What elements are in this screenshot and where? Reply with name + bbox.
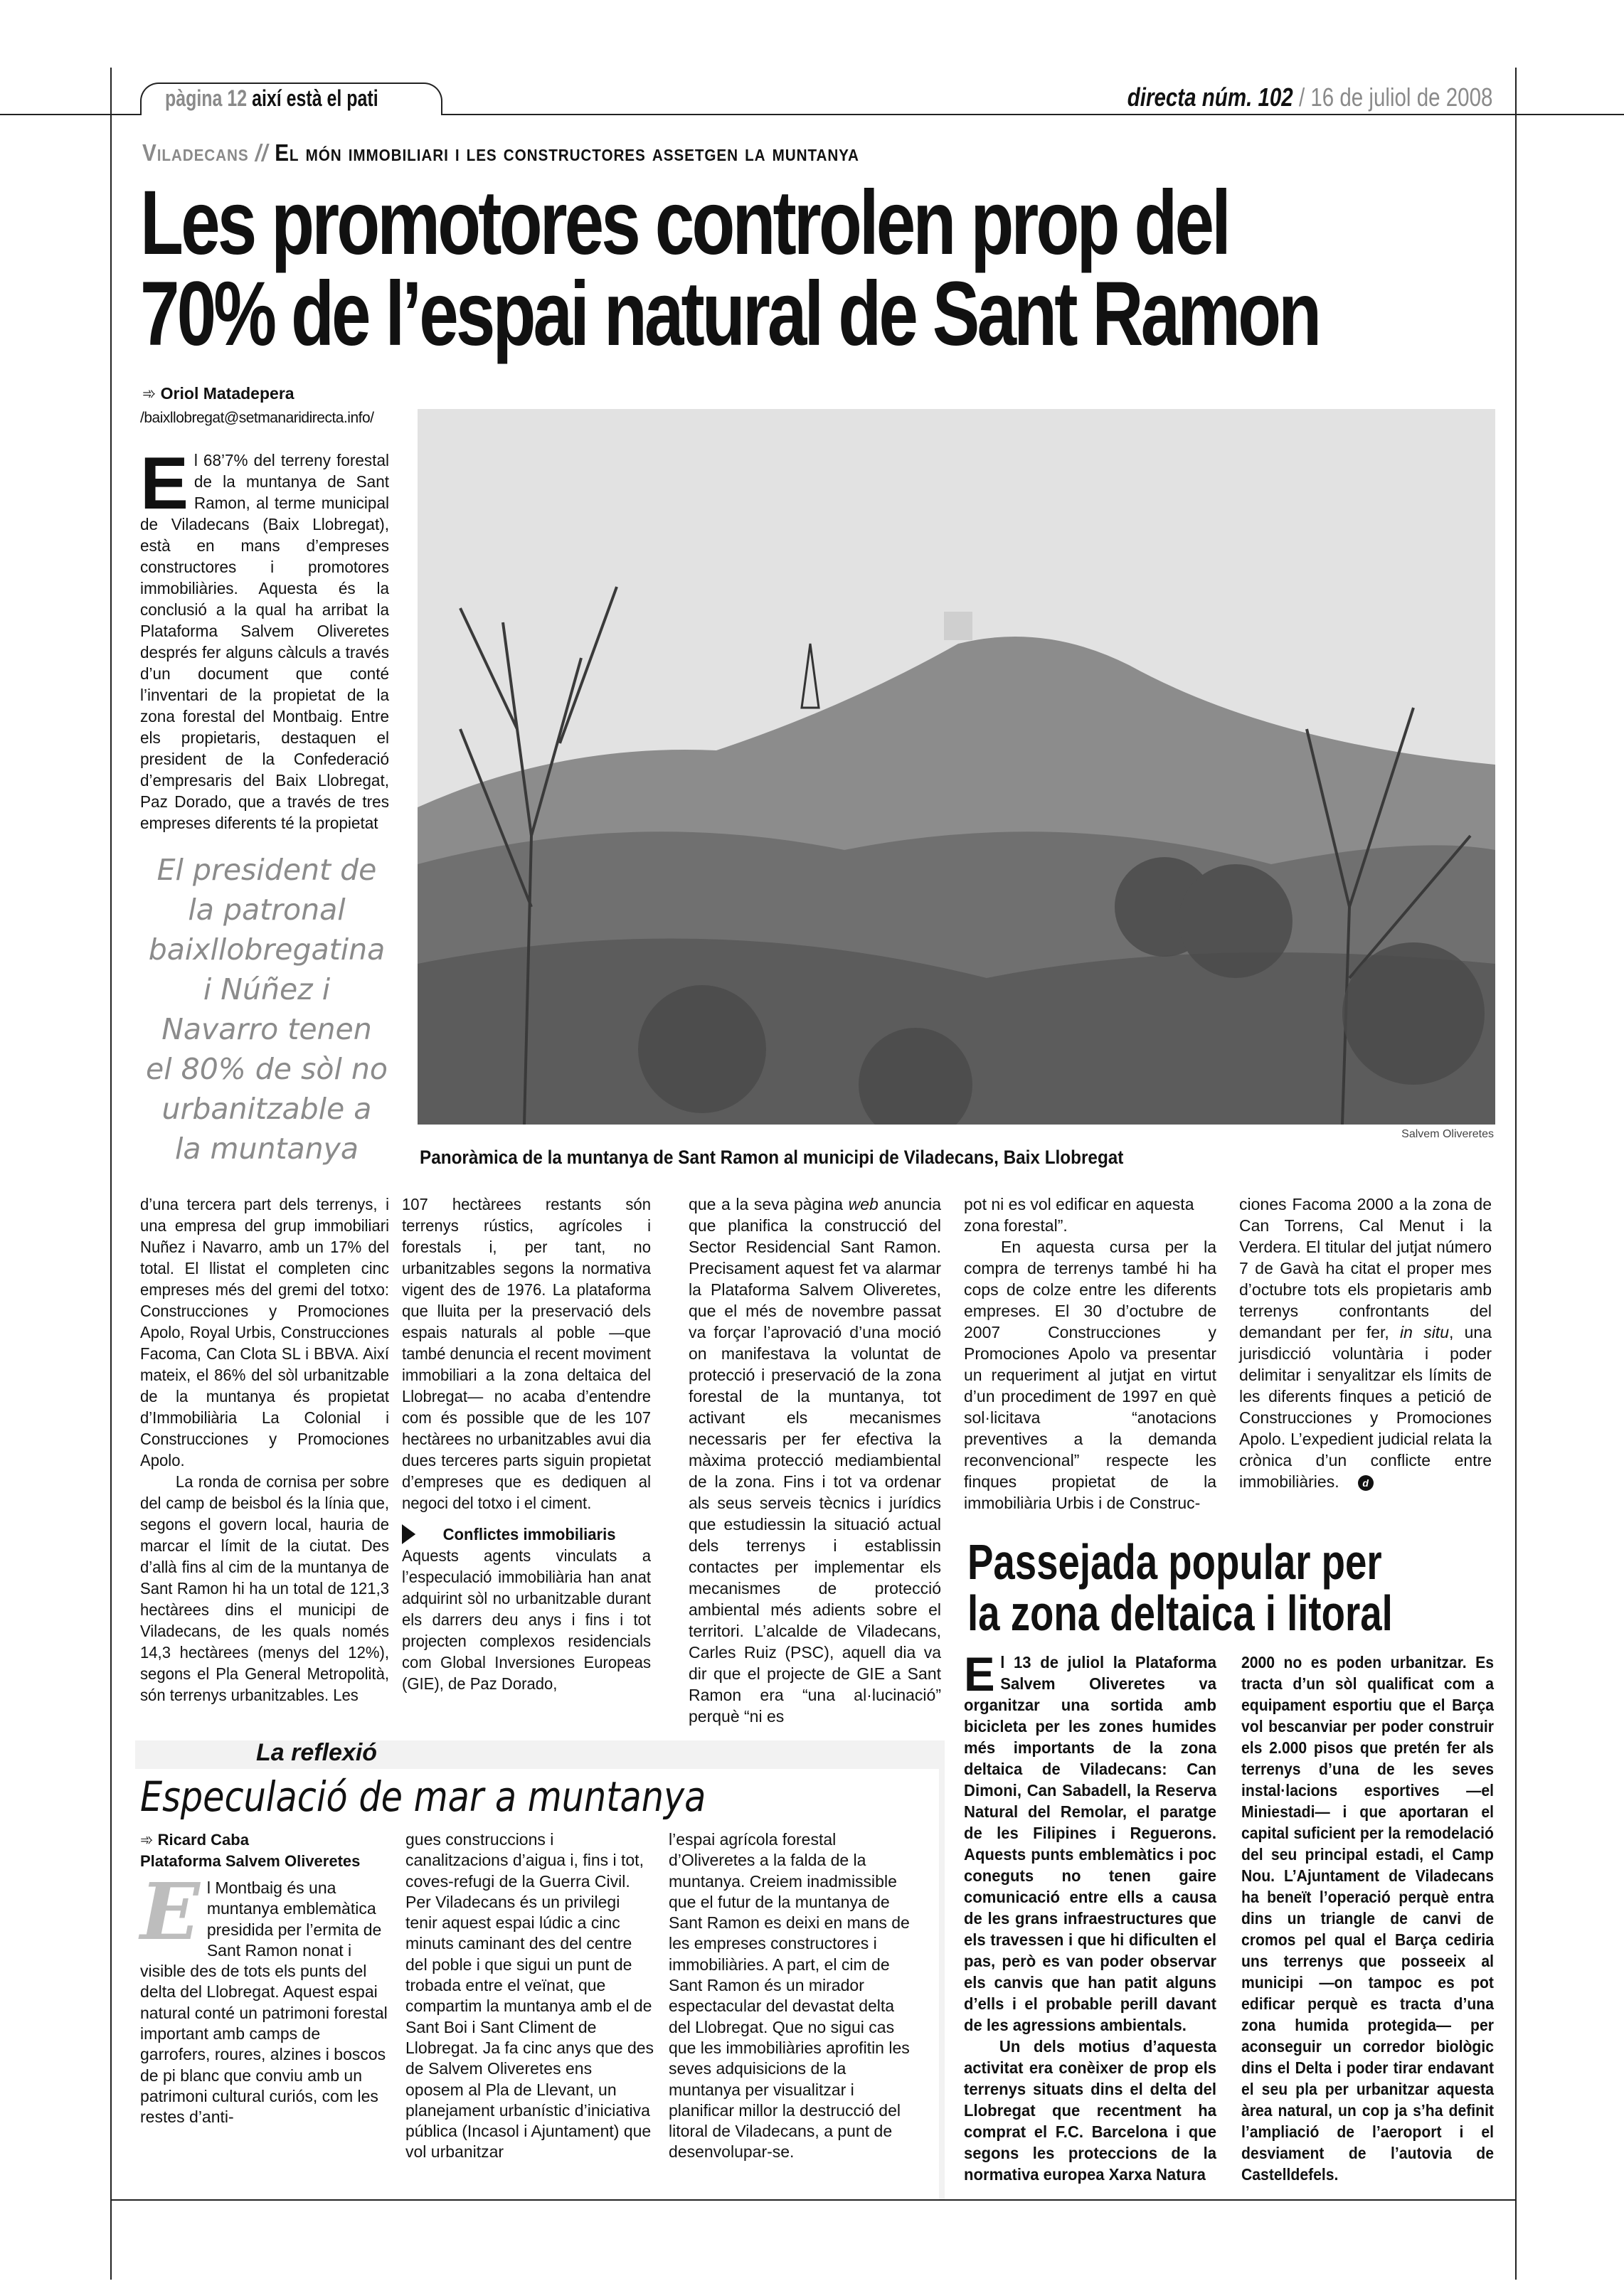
opinion-title: Especulació de mar a muntanya xyxy=(140,1773,706,1821)
triangle-bullet-icon xyxy=(402,1524,415,1544)
frame-left-rule xyxy=(110,68,112,2280)
pull-quote-line: el 80% de sòl no xyxy=(145,1052,388,1086)
walk-column-1 xyxy=(964,1647,1216,2185)
pull-quote-line: urbanitzable a xyxy=(161,1092,372,1126)
paragraph: 2000 no es poden urbanitzar. Es tracta d’un sòl qualificat com a equipament esportiu que el Barça vol bescanviar per poder construir els 2.000 pisos que pretén fer als terrenys d’una de les seves instal·lacions esportives —el Miniestadi— i que aportaran el capital suficient per la remodelació del seu principal estadi, el Camp Nou. L’Ajuntament de Viladecans ha beneït l’operació perquè entra dins un triangle de canvi de cromos pel qual el Barça cediria uns terrenys que posseeix al municipi —on tampoc es pot edificar perquè es tracta d’una zona humida protegida— per aconseguir un corredor biològic dins el Delta i poder tirar endavant el seu pla per urbanitzar aquesta àrea natural, un cop ja s’ha definit l’ampliació de l’aeroport i el desviament de l’autovia de Castelldefels. xyxy=(1241,1653,1494,2184)
opinion-section-label: La reflexió xyxy=(256,1739,378,1766)
photo-caption: Panoràmica de la muntanya de Sant Ramon al municipi de Viladecans, Baix Llobregat xyxy=(420,1147,1124,1168)
paragraph: gues construccions i canalitzacions d’aigua i, fins i tot, coves-refugi de la Guerra Civil. Per Viladecans és un privilegi tenir aquest espai lúdic a cinc minuts caminant des del centre del poble i que sigui un punt de trobada entre el veïnat, que compartim la muntanya amb el de Sant Boi i Sant Climent de Llobregat. Ja fa cinc anys que des de Salvem Oliveretes ens oposem al Pla de Llevant, un planejament urbanístic d’iniciativa pública (Incasol i Ajuntament) que vol urbanitzar xyxy=(405,1830,654,2162)
author-email: /baixllobregat@setmanaridirecta.info/ xyxy=(140,410,374,426)
author-name: Oriol Matadepera xyxy=(160,384,294,403)
kicker-topic: El món immobiliari i les constructores assetgen la muntanya xyxy=(275,139,859,166)
walk-drop-cap: E xyxy=(964,1647,995,1701)
paragraph: Aquests agents vinculats a l’especulació immobiliària han anat adquirint sòl no urbanitzable durant els darrers deu anys i fins i tot projecten complexos residencials com Global Inversiones Europeas (GIE), de Paz Dorado, xyxy=(402,1546,651,1693)
footer-rule xyxy=(110,2199,1515,2201)
opinion-column-1 xyxy=(140,1866,389,2128)
article-column-2 xyxy=(402,1194,651,1694)
pull-quote-line: i Núñez i xyxy=(203,972,331,1006)
article-column-1 xyxy=(140,1194,389,1706)
article-column-5 xyxy=(1239,1194,1492,1492)
lead-column xyxy=(140,442,389,834)
opinion-author: Ricard Caba xyxy=(157,1831,249,1849)
paragraph: l 13 de juliol la Plataforma Salvem Oliveretes va organitzar una sortida amb bicicleta per les zones humides més importants de la zona deltaica de Viladecans: Can Dimoni, Can Sabadell, la Reserva Natural del Remolar, el paratge de les Filipines i Reguerons. Aquests punts emblemàtics i poc coneguts no tenen gaire comunicació entre ells a causa de les grans infraestructures que els travessen i que hi dificulten el pas, però es van poder observar els canvis que han patit alguns d’ells i el probable perill davant de les agressions ambientals. xyxy=(964,1653,1216,2034)
opinion-column-2 xyxy=(405,1829,654,2163)
article-column-3 xyxy=(689,1194,941,1727)
paragraph: En aquesta cursa per la compra de terrenys també hi ha cops de colze entre les diferents empreses. El 30 d’octubre de 2007 Construcciones y Promociones Apolo va presentar un requeriment al jutjat en virtut d’un procediment de 1997 en què sol·licitava “anotacions preventives a la demanda reconvencional” respecte les finques propietat de la immobiliària Urbis i de Construc- xyxy=(964,1238,1216,1512)
subheading-text: Conflictes immobiliaris xyxy=(442,1525,616,1543)
paragraph: l’espai agrícola forestal d’Oliveretes a la falda de la muntanya. Creiem inadmissible que el futur de la muntanya de Sant Ramon es deixi en mans de les empreses constructores i immobiliàries. A part, el cim de Sant Ramon és un mirador espectacular del devastat delta del Llobregat. Que no sigui cas que les immobiliàries aprofitin les seves adquisicions de la muntanya per visualitzar i planificar millor la destrucció del litoral de Viladecans, a punt de desenvolupar-se. xyxy=(669,1830,910,2162)
paragraph: La ronda de cornisa per sobre del camp de beisbol és la línia que, segons el govern local, hauria de marcar el límit de la ciutat. Des d’allà fins al cim de la muntanya de Sant Ramon hi ha un total de 121,3 hectàrees dins el municipi de Viladecans, de les quals només 14,3 hectàrees (menys del 12%), segons el Pla General Metropolità, són terrenys urbanitzables. Les xyxy=(140,1472,389,1704)
pull-quote-line: El president de xyxy=(156,853,377,887)
mountain-photo xyxy=(418,409,1495,1125)
pull-quote-line: baixllobregatina xyxy=(148,932,386,967)
pen-icon: ➾ xyxy=(142,384,156,403)
directa-end-mark-icon: d xyxy=(1358,1475,1374,1491)
pull-quote-line: la patronal xyxy=(188,893,346,927)
pen-icon: ➾ xyxy=(140,1831,154,1849)
kicker-separator: // xyxy=(255,139,269,166)
issue-info xyxy=(1127,83,1492,112)
publication-name: directa núm. 102 xyxy=(1127,83,1293,112)
opinion-affiliation: Plataforma Salvem Oliveretes xyxy=(140,1852,361,1870)
byline xyxy=(142,384,294,403)
page-number: pàgina 12 xyxy=(165,85,248,111)
page-tab-label xyxy=(165,85,378,112)
kicker xyxy=(142,139,859,166)
issue-date: / 16 de juliol de 2008 xyxy=(1298,83,1492,112)
mountain-photo-image xyxy=(418,409,1495,1125)
subheading xyxy=(402,1524,651,1545)
walk-headline-line-1: Passejada popular per xyxy=(967,1534,1382,1590)
photo-credit: Salvem Oliveretes xyxy=(1401,1128,1494,1140)
headline-line-1: Les promotores controlen prop del xyxy=(140,172,1228,274)
opinion-border xyxy=(939,1740,945,2199)
headline xyxy=(140,172,1320,365)
walk-headline-line-2: la zona deltaica i litoral xyxy=(967,1585,1393,1641)
paragraph: que a la seva pàgina web anuncia que planifica la construcció del Sector Residencial Sant Ramon. Precisament aquest fet va alarmar la Plataforma Salvem Oliveretes, que el més de novembre passat va forçar l’aprovació d’una moció on manifestava la voluntat de protecció i preservació de la zona forestal de la muntanya, tot activant els mecanismes necessaris per fer efectiva la màxima protecció mediambiental de la zona. Fins i tot va ordenar als seus serveis tècnics i jurídics que estudiessin la situació actual dels terrenys i establissin contactes per implementar els mecanismes de protecció ambiental més adients sobre el territori. L’alcalde de Viladecans, Carles Ruiz (PSC), aquell dia va dir que el projecte de GIE a Sant Ramon era “una al·lucinació” perquè “ni es xyxy=(689,1195,941,1726)
article-column-4 xyxy=(964,1194,1216,1514)
walk-headline xyxy=(967,1536,1393,1639)
pull-quote-line: la muntanya xyxy=(174,1132,359,1166)
drop-cap: E xyxy=(140,442,189,525)
paragraph: Un dels motius d’aquesta activitat era conèixer de prop els terrenys situats dins el delta del Llobregat que recentment ha comprat el F.C. Barcelona i que segons les proteccions de la normativa europea Xarxa Natura xyxy=(964,2037,1216,2184)
paragraph: El Montbaig és una muntanya emblemàtica presidida per l’ermita de Sant Ramon nonat i visible des de tots els punts del delta del Llobregat. Aquest espai natural conté un patrimoni forestal important amb camps de garrofers, roures, alzines i boscos de pi blanc que conviu amb un patrimoni cultural curiós, com les restes d’anti- xyxy=(140,1866,388,2127)
section-name: així està el pati xyxy=(252,85,378,111)
paragraph: d’una tercera part dels terrenys, i una empresa del grup immobiliari Nuñez i Navarro, amb un 17% del total. El llistat el completen cinc empreses més del gremi del totxo: Construcciones y Promociones Apolo, Royal Urbis, Construcciones Facoma, Can Clota SL i BBVA. Així mateix, el 86% del sòl urbanitzable de la muntanya és propietat d’Immobiliària La Colonial i Construcciones y Promociones Apolo. xyxy=(140,1195,389,1469)
pull-quote-line: Navarro tenen xyxy=(161,1012,372,1046)
paragraph: pot ni es vol edificar en aquesta zona forestal”. xyxy=(964,1195,1194,1235)
lead-text: l 68’7% del terreny forestal de la muntanya de Sant Ramon, al terme municipal de Viladecans (Baix Llobregat), està en mans d’empreses constructores i promotores immobiliàries. Aquesta és la conclusió a la qual ha arribat la Plataforma Salvem Oliveretes després fer alguns càlculs a través d’un document que conté l’inventari de la propietat de la zona forestal del Montbaig. Entre els propietaris, destaquen el president de la Confederació d’empresaris del Baix Llobregat, Paz Dorado, que a través de tres empreses diferents té la propietat xyxy=(140,451,389,832)
frame-right-rule xyxy=(1515,68,1517,2280)
kicker-place: Viladecans xyxy=(142,139,249,166)
paragraph: 107 hectàrees restants són terrenys rústics, agrícoles i forestals i, per tant, no urbanitzables segons la normativa vigent des de 1976. La plataforma que lluita per la preservació dels espais naturals al poble —que també denuncia el recent moviment immobiliari a la zona deltaica del Llobregat— no acaba d’entendre com és possible que de les 107 hectàrees no urbanitzables avui dia dues terceres parts siguin propietat d’empreses que es dediquen al negoci del totxo i el ciment. xyxy=(402,1195,651,1512)
opinion-drop-cap: E xyxy=(140,1866,200,1957)
pull-quote xyxy=(135,850,398,1169)
opinion-column-3 xyxy=(669,1829,914,2163)
walk-column-2 xyxy=(1241,1652,1494,2185)
headline-line-2: 70% de l’espai natural de Sant Ramon xyxy=(140,263,1320,365)
paragraph: ciones Facoma 2000 a la zona de Can Torrens, Cal Menut i la Verdera. El titular del jutjat número 7 de Gavà ha citat el proper mes d’octubre tots els propietaris amb terrenys confrontants del demandant per fer, in situ, una jurisdicció voluntària i poder delimitar i senyalitzar els límits de les diferents finques a petició de Construcciones y Promociones Apolo. L’expedient judicial relata la crònica d’un conflicte entre immobiliàries. d xyxy=(1239,1195,1492,1491)
